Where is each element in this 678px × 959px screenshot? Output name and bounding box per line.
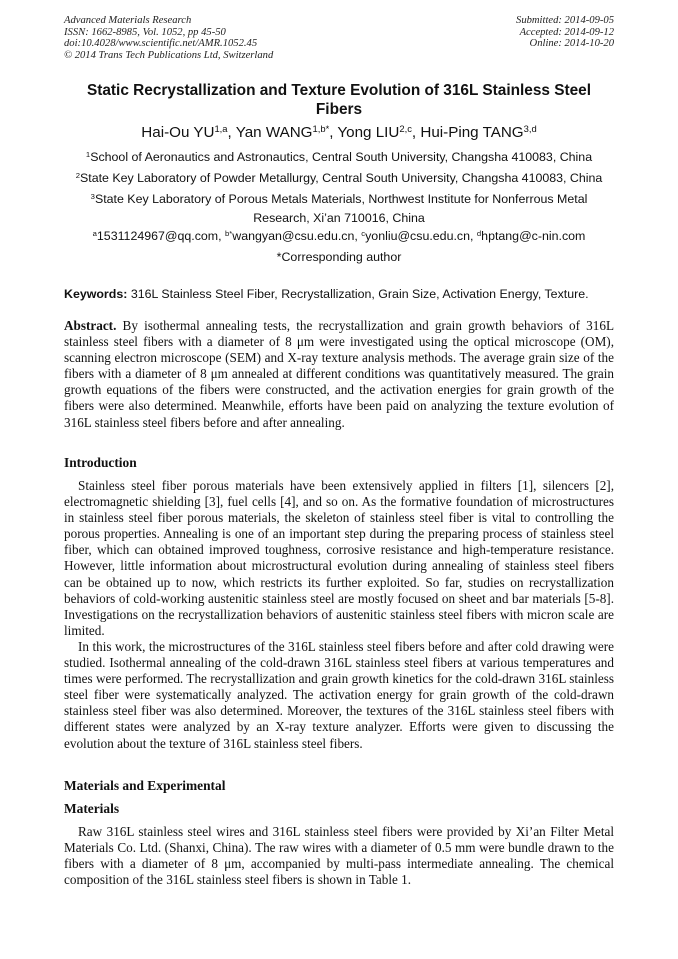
affiliation-text: State Key Laboratory of Powder Metallurgy, Central South University, Changsha 410083, China	[79, 171, 603, 185]
author-sup: 2,c	[399, 122, 412, 134]
email-sup: b*	[225, 228, 233, 238]
accepted-date: Accepted: 2014-09-12	[519, 26, 614, 38]
affiliation-sup: 2	[75, 170, 80, 180]
email-sup: a	[92, 228, 97, 238]
abstract	[64, 318, 614, 431]
email-link[interactable]: 1531124967@qq.com	[96, 229, 219, 243]
affiliation-2	[40, 170, 638, 189]
materials-body	[64, 824, 614, 888]
author-sup: 3,d	[523, 122, 537, 134]
author-name: Hai-Ou YU	[141, 124, 215, 141]
email-sup: d	[476, 228, 482, 238]
subsection-heading-materials: Materials	[64, 801, 120, 816]
email-link[interactable]: hptang@c-nin.com	[481, 229, 586, 243]
affiliation-sup: 1	[85, 149, 91, 159]
introduction-body	[64, 478, 614, 752]
section-heading-introduction: Introduction	[64, 455, 137, 470]
copyright: © 2014 Trans Tech Publications Ltd, Switzerland	[64, 49, 274, 61]
keywords-label: Keywords:	[64, 287, 128, 301]
section-heading-materials-experimental: Materials and Experimental	[64, 778, 226, 793]
journal-name: Advanced Materials Research	[64, 15, 192, 26]
journal-info	[64, 15, 273, 61]
abstract-text: By isothermal annealing tests, the recrystallization and grain growth behaviors of 316L stainless steel fibers with a diameter of 8 μm were investigated using the optical microscope (OM), scanning electron microscope (SEM) and X-ray texture analysis methods. The average grain size of the fibers with a diameter of 8 μm annealed at different conditions was quantitatively measured. The grain growth equations of the fibers were constructed, and the activation energies for grain growth of the fibers were also determined. Meanwhile, efforts have been paid on analyzing the texture evolution of 316L stainless steel fibers before and after annealing.	[64, 318, 615, 430]
author-name: Yan WANG	[235, 124, 313, 141]
author-sup: 1,a	[214, 122, 228, 134]
corresponding-author: *Corresponding author	[276, 250, 402, 264]
keywords	[64, 286, 624, 302]
keywords-text: 316L Stainless Steel Fiber, Recrystallization, Grain Size, Activation Energy, Texture.	[130, 287, 589, 301]
doi: doi:10.4028/www.scientific.net/AMR.1052.45	[64, 38, 258, 50]
email-sup: c	[361, 228, 366, 238]
paragraph: In this work, the microstructures of the 316L stainless steel fibers before and after cold drawing were studied. Isothermal annealing of the cold-drawn 316L stainless steel fibers at various temperatures and times were performed. The recrystallization and grain growth kinetics for the cold-drawn 316L stainless steel fiber were systematically analyzed. The activation energy for grain growth of the cold-drawn stainless steel fiber was also determined. Moreover, the textures of the 316L stainless steel fibers with different states were analyzed by an X-ray texture analyzer. Efforts were given to discussing the evolution about the texture of 316L stainless steel fibers.	[64, 638, 614, 751]
abstract-label: Abstract.	[64, 318, 117, 333]
email-link[interactable]: wangyan@csu.edu.cn	[232, 229, 355, 243]
email-list: $^a$1531124967@qq.com, $^{b*}$wangyan@csu.edu.cn, $^c$yonliu@csu.edu.cn, $^d$hptang@c-nin.com	[92, 228, 586, 243]
submitted-date: Submitted: 2014-09-05	[516, 15, 614, 26]
affiliation-sup: 3	[90, 191, 95, 201]
paragraph: Stainless steel fiber porous materials have been extensively applied in filters [1], silencers [2], electromagnetic shielding [3], fuel cells [4], and so on. As the formative foundation of microstructures in stainless steel fiber porous materials, the skeleton of stainless steel fiber is vital to controlling the porous properties. Annealing is one of an important step during the preparing process of stainless steel fiber, which can obtained improved toughness, corrosive resistance and high-temperature resistance. However, little information about microstructural evolution during annealing of stainless steel fibers can be obtained up to now, which restricts its further exploited. So far, studies on recrystallization behaviors of cold-working austenitic stainless steel are mostly focused on sheet and bar materials [5-8]. Investigations on the recrystallization behaviors of austenitic stainless steel fibers with micron scale are limited.	[64, 478, 614, 638]
affiliation-text: State Key Laboratory of Porous Metals Materials, Northwest Institute for Nonferrous Metal Research, Xi’an 710016, China	[94, 192, 588, 225]
affiliation-text: School of Aeronautics and Astronautics, Central South University, Changsha 410083, China	[90, 150, 593, 164]
author-list: Hai-Ou YU$^{1,a}$, Yan $WANG^{1,b*}$, Yong LIU$^{2,c}$, Hui-Ping TANG$^{3,d}$	[141, 122, 537, 141]
author-name: Yong LIU	[337, 124, 400, 141]
submission-dates	[516, 15, 614, 50]
email-link[interactable]: yonliu@csu.edu.cn	[365, 229, 470, 243]
paper-title: Static Recrystallization and Texture Evolution of 316L Stainless Steel Fibers	[86, 82, 592, 118]
affiliation-1	[40, 149, 638, 168]
online-date: Online: 2014-10-20	[529, 38, 614, 50]
author-sup: 1,b*	[312, 122, 330, 134]
author-name: Hui-Ping TANG	[420, 124, 524, 141]
paragraph: Raw 316L stainless steel wires and 316L stainless steel fibers were provided by Xi’an Filter Metal Materials Co. Ltd. (Shanxi, China). The raw wires with a diameter of 0.5 mm were bundle drawn to the fibers with a diameter of 8 μm, accompanied by multi-pass intermediate annealing. The chemical composition of the 316L stainless steel fibers is shown in Table 1.	[64, 824, 614, 888]
journal-issn: ISSN: 1662-8985, Vol. 1052, pp 45-50	[64, 26, 226, 38]
affiliation-3	[80, 191, 598, 226]
